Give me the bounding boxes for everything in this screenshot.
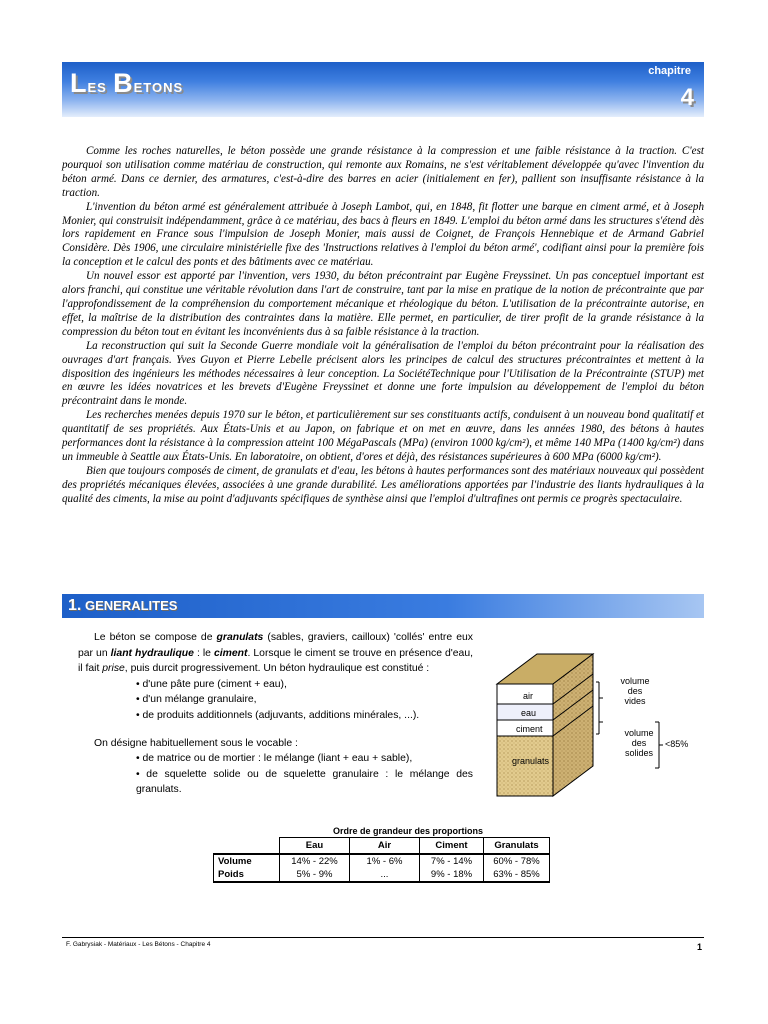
section-header <box>62 594 704 618</box>
volume-vides-label: volume des vides <box>620 676 650 706</box>
footer-divider <box>62 937 704 938</box>
layer-label-ciment: ciment <box>516 724 543 734</box>
table-cell: 5% - 9% <box>280 868 350 882</box>
table-header-row <box>214 838 550 854</box>
row-label: Volume <box>214 854 280 868</box>
table-cell: 1% - 6% <box>350 854 420 868</box>
composition-diagram <box>495 648 725 798</box>
generalites-text <box>78 630 473 798</box>
table-row <box>214 854 550 868</box>
intro-paragraph: La reconstruction qui suit la Seconde Guerre mondiale voit la généralisation de l'emploi du béton précontraint pour la réalisation des ouvrages d'art français. Yves Guyon et Pierre Lebelle précisent alors les principes de calcul des structures précontraintes et mettent à la disposition des ingénieurs les méthodes nécessaires à leur conception. La SociétéTechnique pour l'Utilisation de la Précontrainte (STUP) met en œuvre les idées novatrices et les brevets d'Eugène Freyssinet et donne une forte impulsion au développement de l'emploi du béton précontraint dans le monde. <box>62 339 704 408</box>
intro-paragraph: Les recherches menées depuis 1970 sur le béton, et particulièrement sur ses constituants actifs, conduisent à un nouveau bond qualitatif et quantitatif de ses propriétés. Aux États-Unis et au Japon, on fabrique et on met en œuvre, dans les années 1980, des bétons à hautes performances dont la résistance à la compression atteint 100 MégaPascals (MPa) (environ 1000 kg/cm²), et même 140 MPa (1400 kg/cm²) dans un immeuble à Seattle aux États-Unis. En laboratoire, on obtient, d'ores et déjà, des résistances supérieures à 600 MPa (6000 kg/cm²). <box>62 409 704 463</box>
volume-solides-label: volume des solides <box>624 728 654 758</box>
table-cell: ... <box>350 868 420 882</box>
table-cell: 63% - 85% <box>484 868 550 882</box>
table-cell: 9% - 18% <box>420 868 484 882</box>
composition-block-icon <box>495 648 725 798</box>
row-label: Poids <box>214 868 280 882</box>
table-cell: 60% - 78% <box>484 854 550 868</box>
list-item: • d'une pâte pure (ciment + eau), <box>136 678 287 690</box>
layer-label-granulats: granulats <box>512 756 550 766</box>
vocable-paragraph: On désigne habituellement sous le vocable : <box>94 737 298 749</box>
list-item: • de squelette solide ou de squelette granulaire : le mélange des granulats. <box>136 768 473 796</box>
section-title: 1. GENERALITES <box>68 597 178 614</box>
chapter-title: Les Betons <box>70 68 184 98</box>
table-header: Ciment <box>420 838 484 854</box>
list-item: • de matrice ou de mortier : le mélange (liant + eau + sable), <box>136 753 413 765</box>
intro-paragraph: L'invention du béton armé est généralement attribuée à Joseph Lambot, qui, en 1848, fit flotter une barque en ciment armé, et à Joseph Monier, qui construisit indépendamment, grâce à ce matériau, des bacs à fleurs en 1849. L'emploi du béton armé dans les structures s'étend dès lors rapidement en France sous l'impulsion de Joseph Monier, mais aussi de Coignet, de François Hennebique et de Armand Gabriel Considère. Dès 1906, une circulaire ministérielle fixe des 'Instructions relatives à l'emploi du béton armé', codifiant ainsi pour la première fois la conception et le calcul des ponts et des bâtiments avec ce matériau. <box>62 200 704 269</box>
vocable-list <box>78 751 473 798</box>
intro-paragraph: Un nouvel essor est apporté par l'invention, vers 1930, du béton précontraint par Eugène Freyssinet. Un pas conceptuel important est alors franchi, qui constitue une véritable révolution dans l'art de construire, tant par la mise en pratique de la notion de précontrainte que par l'approfondissement de la compréhension du comportement mécanique et rhéologique du béton. L'utilisation de la précontrainte autorise, en effet, la maîtrise de la distribution des contraintes dans la matière. Elle permet, en particulier, de tirer profit de la grande résistance à la compression du béton tout en évitant les inconvénients dus à sa faible résistance à la traction. <box>62 270 704 338</box>
layer-label-air: air <box>523 691 534 701</box>
intro-paragraph: Bien que toujours composés de ciment, de granulats et d'eau, les bétons à hautes performances sont des matériaux nouveaux qui possèdent des propriétés mécaniques élevées, associées à une grande durabilité. Les améliorations apportées par l'industrie des liants hydrauliques à la qualité des ciments, la mise au point d'adjuvants spécifiques de synthèse ainsi que l'emploi d'ultrafines ont permis ce progrès spectaculaire. <box>62 464 704 505</box>
table-header: Eau <box>280 838 350 854</box>
solides-percent-label: <85% <box>665 739 689 749</box>
chapter-banner <box>62 62 704 117</box>
table-cell: 7% - 14% <box>420 854 484 868</box>
table-cell: 14% - 22% <box>280 854 350 868</box>
table-title: Ordre de grandeur des proportions <box>332 826 484 836</box>
footer-text: F. Gabrysiak - Matériaux - Les Bétons - Chapitre 4 <box>66 941 211 948</box>
list-item: • de produits additionnels (adjuvants, additions minérales, ...). <box>136 709 420 721</box>
chapter-number: 4 <box>680 84 694 111</box>
table-header: Granulats <box>484 838 550 854</box>
intro-text <box>62 145 704 507</box>
page-number: 1 <box>696 942 702 952</box>
proportions-table <box>213 837 550 883</box>
layer-label-eau: eau <box>521 708 537 718</box>
table-row <box>214 868 550 882</box>
table-header: Air <box>350 838 420 854</box>
intro-paragraph: Comme les roches naturelles, le béton possède une grande résistance à la compression et une faible résistance à la traction. C'est pourquoi son utilisation comme matériau de construction, qui remonte aux Romains, ne s'est véritablement développée qu'avec l'invention du béton armé. Dans ce dernier, des armatures, c'est-à-dire des barres en acier (initialement en fer), pallient son insuffisante résistance à la traction. <box>62 145 704 199</box>
list-item: • d'un mélange granulaire, <box>136 694 257 706</box>
generalites-paragraph: Le béton se compose de granulats (sables, graviers, cailloux) 'collés' entre eux par un liant hydraulique : le ciment. Lorsque le ciment se trouve en présence d'eau, il fait prise, puis durcit progressivement. Un béton hydraulique est constitué : <box>78 632 473 675</box>
constituents-list <box>78 677 473 724</box>
chapter-label: chapitre <box>648 65 691 77</box>
